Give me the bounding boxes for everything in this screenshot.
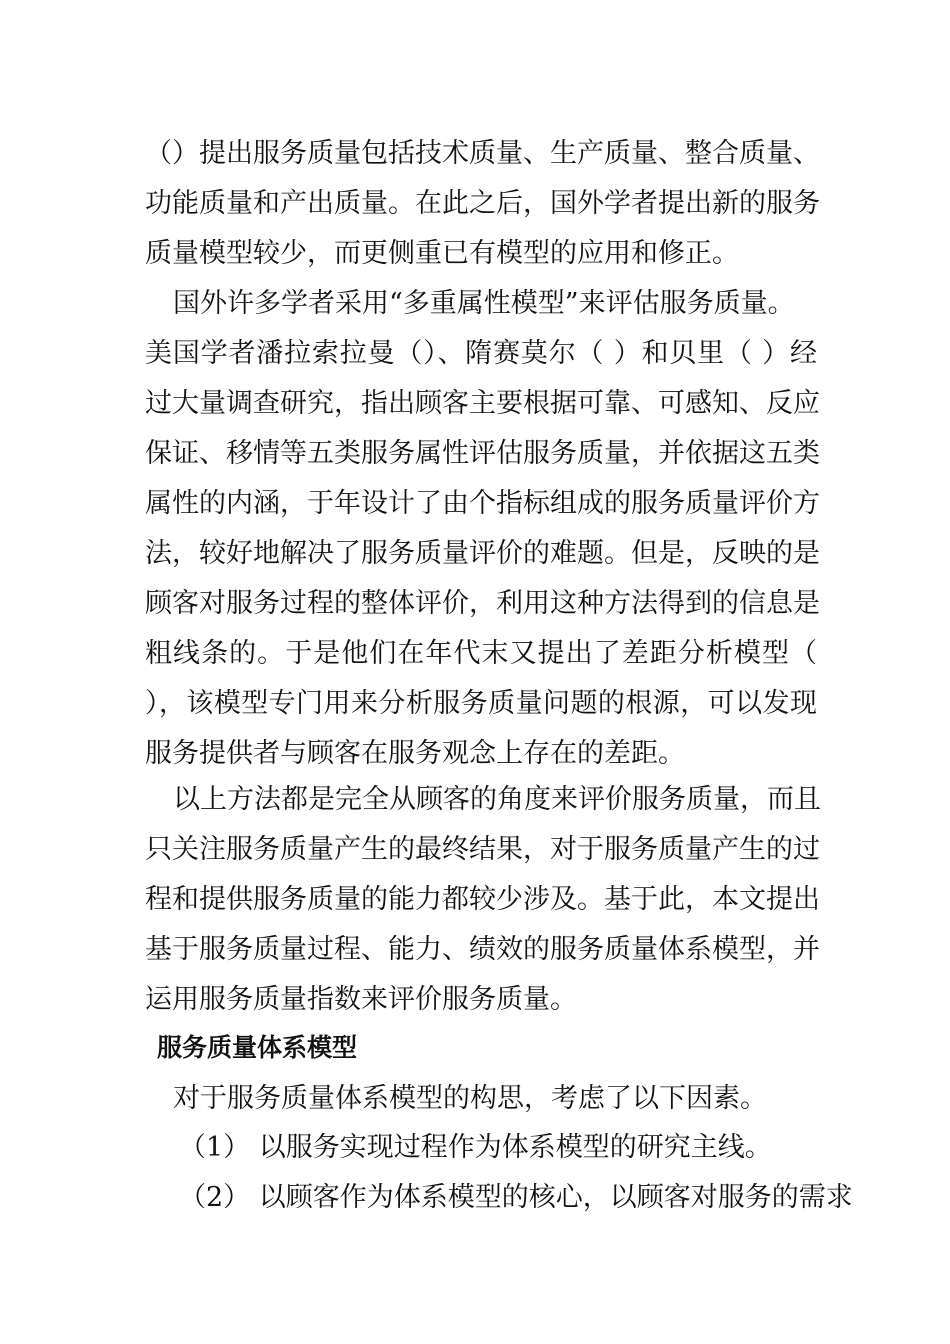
- paragraph-line: 法，较好地解决了服务质量评价的难题。但是，反映的是: [145, 538, 820, 569]
- paragraph-2: [145, 279, 820, 779]
- paragraph-line: 美国学者潘拉索拉曼（）、隋赛莫尔（ ）和贝里（ ）经: [145, 338, 817, 369]
- paragraph-line: 程和提供服务质量的能力都较少涉及。基于此，本文提出: [145, 884, 820, 915]
- paragraph-line: （）提出服务质量包括技术质量、生产质量、整合质量、: [145, 138, 820, 169]
- paragraph-line: 保证、移情等五类服务属性评估服务质量，并依据这五类: [145, 438, 820, 469]
- section-intro-block: [145, 1074, 817, 1124]
- paragraph-line: ），该模型专门用来分析服务质量问题的根源，可以发现: [145, 688, 817, 719]
- paragraph-line: 过大量调查研究，指出顾客主要根据可靠、可感知、反应: [145, 388, 820, 419]
- section-intro: 对于服务质量体系模型的构思，考虑了以下因素。: [173, 1083, 767, 1114]
- paragraph-line: 顾客对服务过程的整体评价，利用这种方法得到的信息是: [145, 588, 820, 619]
- section-heading: 服务质量体系模型: [157, 1033, 358, 1062]
- paragraph-line: 运用服务质量指数来评价服务质量。: [145, 984, 577, 1015]
- paragraph-line: 只关注服务质量产生的最终结果，对于服务质量产生的过: [145, 834, 820, 865]
- paragraph-line: 基于服务质量过程、能力、绩效的服务质量体系模型，并: [145, 934, 820, 965]
- list-item: （1） 以服务实现过程作为体系模型的研究主线。: [179, 1132, 772, 1163]
- section-heading-block: [145, 1023, 817, 1073]
- paragraph-line: 质量模型较少，而更侧重已有模型的应用和修正。: [145, 238, 739, 269]
- paragraph-line: 功能质量和产出质量。在此之后，国外学者提出新的服务: [145, 188, 820, 219]
- paragraph-3: [145, 775, 821, 1025]
- paragraph-line: 国外许多学者采用“多重属性模型”来评估服务质量。: [173, 288, 795, 319]
- paragraph-line: 服务提供者与顾客在服务观念上存在的差距。: [145, 738, 685, 769]
- paragraph-line: 以上方法都是完全从顾客的角度来评价服务质量，而且: [173, 784, 821, 815]
- paragraph-line: 属性的内涵，于年设计了由个指标组成的服务质量评价方: [145, 488, 820, 519]
- paragraph-1: [145, 129, 820, 279]
- list-item: （2） 以顾客作为体系模型的核心，以顾客对服务的需求: [179, 1182, 853, 1213]
- paragraph-line: 粗线条的。于是他们在年代末又提出了差距分析模型（: [145, 638, 817, 669]
- factor-list: [145, 1123, 853, 1223]
